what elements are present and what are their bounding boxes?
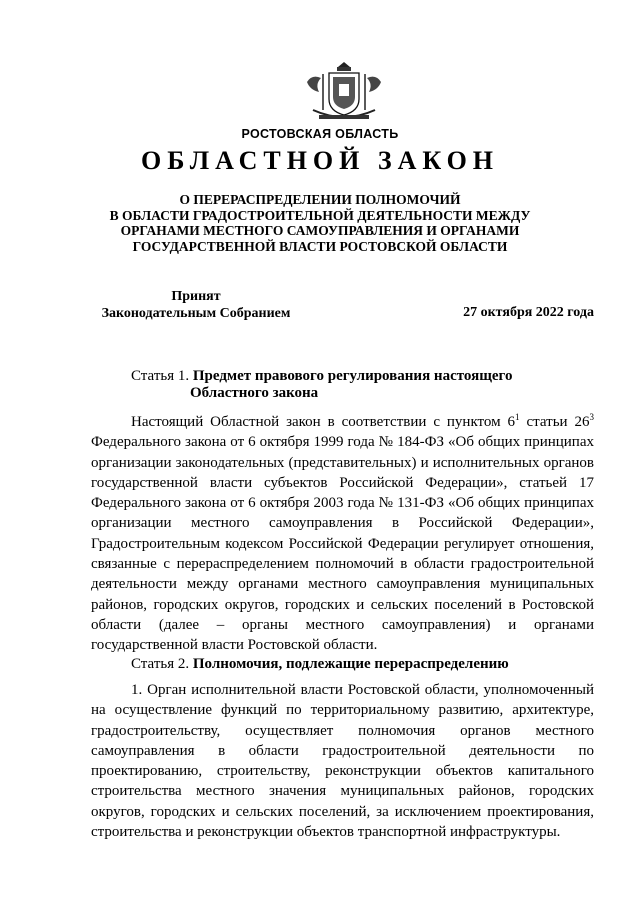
adoption-date: 27 октября 2022 года: [463, 305, 594, 320]
article-2-label: Статья 2.: [131, 656, 190, 672]
law-title-line: В ОБЛАСТИ ГРАДОСТРОИТЕЛЬНОЙ ДЕЯТЕЛЬНОСТИ МЕЖДУ: [109, 207, 531, 223]
adopted-by-block: [91, 288, 301, 322]
footnote-sup-3: 3: [589, 412, 594, 422]
article-1-paragraph: [91, 412, 594, 656]
article-2-item-1-text: 1. Орган исполнительной власти Ростовской области, уполномоченный на осуществление функций по территориальному развитию, архитектуре, градостроительству, осуществляет полномочия органов местного самоуправления в области градостроительной деятельности по проектированию, строительству, реконструкции объектов капитального строительства местного значения муниципальных районов, городских округов, городских и сельских поселений, за исключением проектирования, строительства и реконструкции объектов транспортной инфраструктуры.: [91, 682, 594, 841]
footnote-sup-1: 1: [515, 412, 520, 422]
document-type: ОБЛАСТНОЙ ЗАКОН: [140, 146, 500, 175]
article-1-text-c: Федерального закона от 6 октября 1999 года № 184-ФЗ «Об общих принципах организации законодательных (представительных) и исполнительных органов государственной власти субъектов Российской Федерации», статьей 17 Федерального закона от 6 октября 2003 года № 131-ФЗ «Об общих принципах организации местного самоуправления в Российской Федерации», Градостроительным кодексом Российской Федерации регулирует отношения, связанные с перераспределением полномочий в области градостроительной деятельности между органами местного самоуправления муниципальных районов, городских округов, городских и сельских поселений в Ростовской области (далее – органы местного самоуправления) и органами государственной власти Ростовской области.: [91, 434, 594, 654]
article-1-text-b: статьи 26: [519, 414, 590, 430]
article-1-title-line-1: Предмет правового регулирования настоящего: [192, 368, 513, 384]
region-name: РОСТОВСКАЯ ОБЛАСТЬ: [241, 127, 399, 141]
article-1-text-a: Настоящий Областной закон в соответствии с пунктом 6: [131, 414, 516, 430]
article-1-title-line-2: Областного закона: [190, 385, 319, 401]
coat-of-arms-emblem: [299, 60, 389, 124]
law-title-line: О ПЕРЕРАСПРЕДЕЛЕНИИ ПОЛНОМОЧИЙ: [179, 192, 461, 207]
law-title: [100, 192, 540, 254]
article-1-heading: [131, 368, 513, 402]
article-2-item-1: [91, 680, 594, 842]
adopted-by-body: Законодательным Собранием: [101, 306, 291, 321]
article-1-label: Статья 1.: [131, 368, 190, 384]
article-2-heading: [131, 656, 509, 673]
adopted-label: Принят: [171, 289, 221, 304]
law-title-line: ОРГАНАМИ МЕСТНОГО САМОУПРАВЛЕНИЯ И ОРГАНАМИ: [120, 223, 520, 238]
law-title-line: ГОСУДАРСТВЕННОЙ ВЛАСТИ РОСТОВСКОЙ ОБЛАСТИ: [132, 238, 508, 254]
article-2-title: Полномочия, подлежащие перераспределению: [192, 656, 509, 672]
